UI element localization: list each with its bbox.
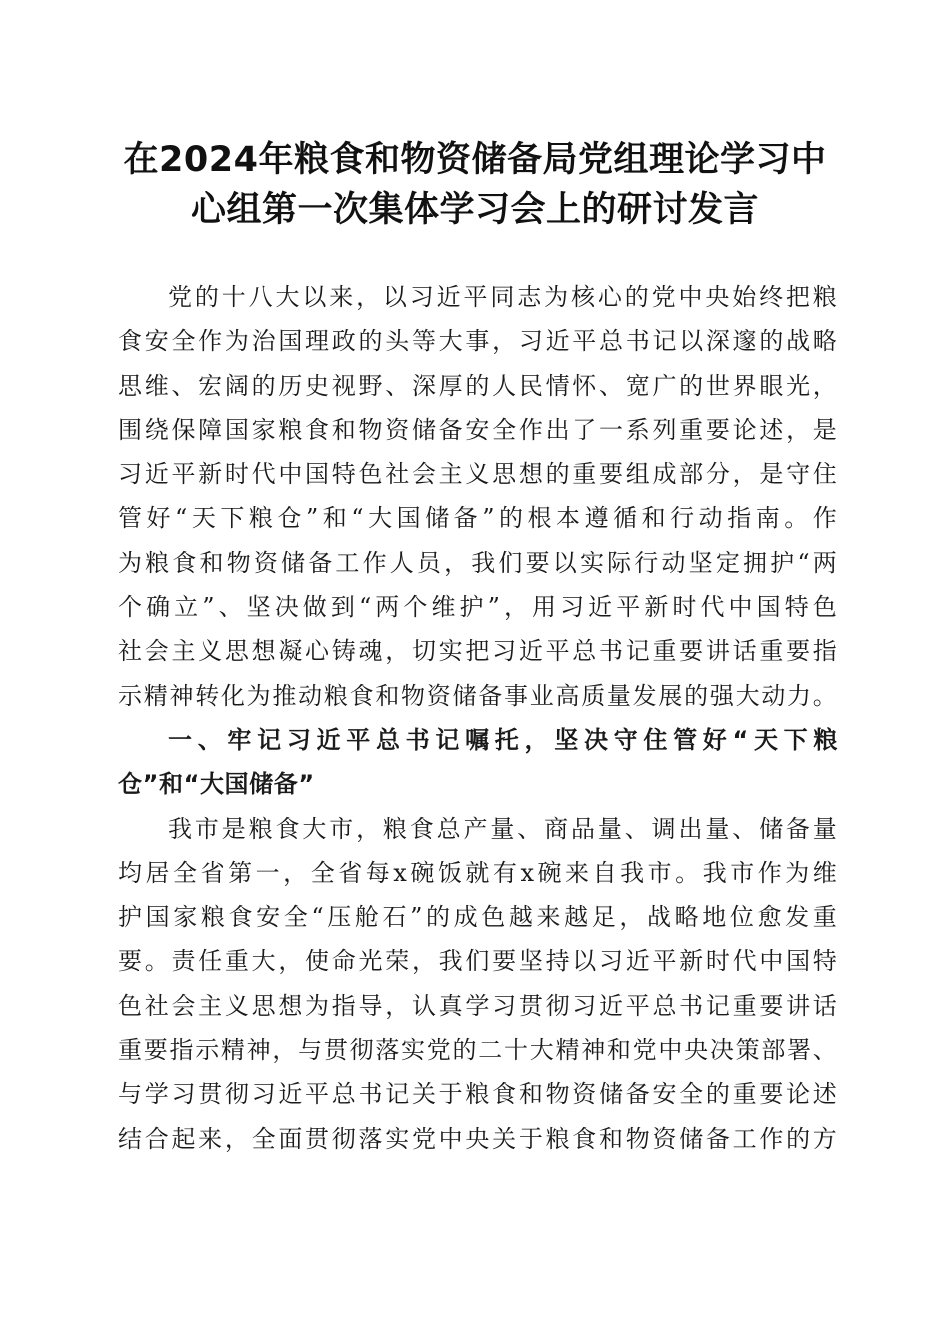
- paragraph-2-line: 结合起来，全面贯彻落实党中央关于粮食和物资储备工作的方: [118, 1124, 838, 1153]
- title-line-2: 心组第一次集体学习会上的研讨发言: [190, 190, 759, 230]
- title-line-1: 在2024年粮食和物资储备局党组理论学习中: [123, 140, 827, 180]
- paragraph-2-line: 重要指示精神，与贯彻落实党的二十大精神和党中央决策部署、: [118, 1036, 838, 1065]
- paragraph-1-line: 管好“天下粮仓”和“大国储备”的根本遵循和行动指南。作: [118, 504, 838, 533]
- document-body: [118, 275, 838, 1161]
- paragraph-2-line: 我市是粮食大市，粮食总产量、商品量、调出量、储备量: [168, 814, 838, 843]
- section-heading-line: 仓”和“大国储备”: [118, 770, 315, 799]
- paragraph-1-line: 党的十八大以来，以习近平同志为核心的党中央始终把粮: [168, 283, 838, 311]
- paragraph-2-line: 均居全省第一，全省每x碗饭就有x碗来自我市。我市作为维: [118, 858, 838, 887]
- document-title: [118, 135, 832, 235]
- paragraph-1-line: 示精神转化为推动粮食和物资储备事业高质量发展的强大动力。: [118, 681, 838, 710]
- paragraph-1-line: 围绕保障国家粮食和物资储备安全作出了一系列重要论述，是: [118, 415, 838, 444]
- paragraph-2-line: 护国家粮食安全“压舱石”的成色越来越足，战略地位愈发重: [118, 903, 838, 932]
- paragraph-2-line: 色社会主义思想为指导，认真学习贯彻习近平总书记重要讲话: [118, 991, 838, 1020]
- paragraph-1-line: 为粮食和物资储备工作人员，我们要以实际行动坚定拥护“两: [118, 548, 838, 577]
- paragraph-1-line: 思维、宏阔的历史视野、深厚的人民情怀、宽广的世界眼光，: [118, 371, 838, 400]
- paragraph-1-line: 个确立”、坚决做到“两个维护”，用习近平新时代中国特色: [118, 593, 838, 622]
- paragraph-1-line: 习近平新时代中国特色社会主义思想的重要组成部分，是守住: [118, 460, 838, 489]
- paragraph-1-line: 社会主义思想凝心铸魂，切实把习近平总书记重要讲话重要指: [118, 637, 838, 666]
- paragraph-2-line: 与学习贯彻习近平总书记关于粮食和物资储备安全的重要论述: [118, 1080, 838, 1109]
- section-heading-line: 一、牢记习近平总书记嘱托，坚决守住管好“天下粮: [168, 725, 838, 754]
- paragraph-2-line: 要。责任重大，使命光荣，我们要坚持以习近平新时代中国特: [118, 947, 838, 976]
- paragraph-1-line: 食安全作为治国理政的头等大事，习近平总书记以深邃的战略: [118, 327, 838, 356]
